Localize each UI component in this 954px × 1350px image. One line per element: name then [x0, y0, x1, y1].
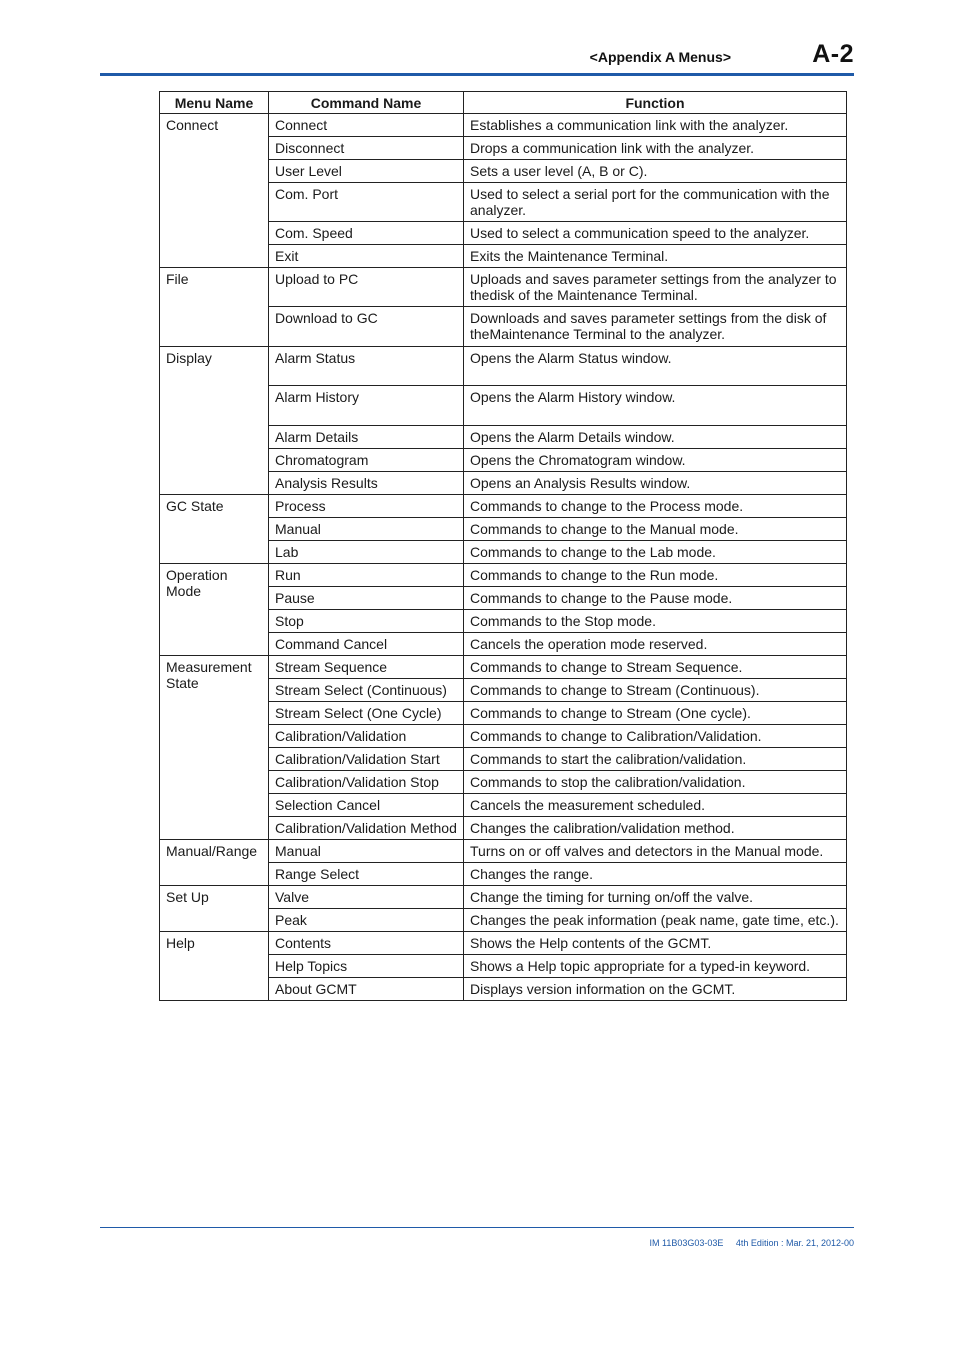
function-cell: Displays version information on the GCMT.: [464, 978, 847, 1001]
command-name-cell: Contents: [269, 932, 464, 955]
command-name-cell: Com. Port: [269, 183, 464, 222]
command-name-cell: Manual: [269, 518, 464, 541]
command-name-cell: Calibration/Validation Method: [269, 817, 464, 840]
command-name-cell: Help Topics: [269, 955, 464, 978]
command-name-cell: Upload to PC: [269, 268, 464, 307]
command-name-cell: Command Cancel: [269, 633, 464, 656]
page-number: A-2: [812, 40, 854, 68]
function-cell: Commands to change to the Run mode.: [464, 564, 847, 587]
function-cell: Commands to change to Stream (Continuous).: [464, 679, 847, 702]
function-cell: Changes the range.: [464, 863, 847, 886]
function-cell: Drops a communication link with the analyzer.: [464, 137, 847, 160]
menu-name-cell: Manual/Range: [160, 840, 269, 886]
menu-name-cell: Display: [160, 347, 269, 495]
function-cell: Cancels the operation mode reserved.: [464, 633, 847, 656]
function-cell: Shows a Help topic appropriate for a typed-in keyword.: [464, 955, 847, 978]
menu-name-cell: Measurement State: [160, 656, 269, 840]
function-cell: Used to select a serial port for the communication with the analyzer.: [464, 183, 847, 222]
table-row: [160, 268, 847, 307]
function-cell: Commands to change to the Manual mode.: [464, 518, 847, 541]
column-header-command-name: Command Name: [269, 92, 464, 114]
command-name-cell: Calibration/Validation Start: [269, 748, 464, 771]
footer: [650, 1238, 854, 1248]
menu-name-cell: Operation Mode: [160, 564, 269, 656]
function-cell: Change the timing for turning on/off the valve.: [464, 886, 847, 909]
function-cell: Cancels the measurement scheduled.: [464, 794, 847, 817]
table-row: [160, 656, 847, 679]
command-name-cell: Selection Cancel: [269, 794, 464, 817]
function-cell: Used to select a communication speed to the analyzer.: [464, 222, 847, 245]
command-name-cell: Stream Sequence: [269, 656, 464, 679]
table-header-row: [160, 92, 847, 114]
function-cell: Sets a user level (A, B or C).: [464, 160, 847, 183]
command-name-cell: Exit: [269, 245, 464, 268]
command-name-cell: About GCMT: [269, 978, 464, 1001]
function-cell: Exits the Maintenance Terminal.: [464, 245, 847, 268]
table-row: [160, 886, 847, 909]
function-cell: Downloads and saves parameter settings from the disk of theMaintenance Terminal to the analyzer.: [464, 307, 847, 347]
table-row: [160, 114, 847, 137]
menu-name-cell: File: [160, 268, 269, 347]
section-title: <Appendix A Menus>: [589, 49, 731, 65]
header-rule: [100, 73, 854, 76]
document-id: IM 11B03G03-03E: [649, 1238, 724, 1248]
command-name-cell: Process: [269, 495, 464, 518]
table-row: [160, 932, 847, 955]
function-cell: Uploads and saves parameter settings from the analyzer to thedisk of the Maintenance Terminal.: [464, 268, 847, 307]
function-cell: Changes the peak information (peak name, gate time, etc.).: [464, 909, 847, 932]
command-name-cell: Run: [269, 564, 464, 587]
menu-name-cell: Set Up: [160, 886, 269, 932]
column-header-function: Function: [464, 92, 847, 114]
footer-rule: [100, 1227, 854, 1228]
command-name-cell: Alarm History: [269, 386, 464, 426]
command-name-cell: Disconnect: [269, 137, 464, 160]
command-name-cell: User Level: [269, 160, 464, 183]
command-name-cell: Chromatogram: [269, 449, 464, 472]
function-cell: Commands to stop the calibration/validation.: [464, 771, 847, 794]
table-row: [160, 495, 847, 518]
page-header: [100, 40, 854, 76]
function-cell: Commands to change to Stream Sequence.: [464, 656, 847, 679]
command-name-cell: Calibration/Validation Stop: [269, 771, 464, 794]
menu-name-cell: Connect: [160, 114, 269, 268]
function-cell: Opens the Chromatogram window.: [464, 449, 847, 472]
function-cell: Opens the Alarm History window.: [464, 386, 847, 426]
function-cell: Commands to change to Calibration/Validation.: [464, 725, 847, 748]
command-name-cell: Stream Select (One Cycle): [269, 702, 464, 725]
table-row: [160, 564, 847, 587]
command-name-cell: Stop: [269, 610, 464, 633]
function-cell: Commands to change to Stream (One cycle).: [464, 702, 847, 725]
function-cell: Establishes a communication link with the analyzer.: [464, 114, 847, 137]
function-cell: Opens the Alarm Details window.: [464, 426, 847, 449]
table-body: [160, 114, 847, 1001]
function-cell: Opens the Alarm Status window.: [464, 347, 847, 386]
command-name-cell: Lab: [269, 541, 464, 564]
command-name-cell: Valve: [269, 886, 464, 909]
function-cell: Commands to change to the Process mode.: [464, 495, 847, 518]
command-name-cell: Alarm Status: [269, 347, 464, 386]
menu-name-cell: Help: [160, 932, 269, 1001]
command-name-cell: Manual: [269, 840, 464, 863]
command-name-cell: Connect: [269, 114, 464, 137]
command-name-cell: Stream Select (Continuous): [269, 679, 464, 702]
function-cell: Commands to change to the Lab mode.: [464, 541, 847, 564]
command-name-cell: Pause: [269, 587, 464, 610]
command-name-cell: Peak: [269, 909, 464, 932]
command-name-cell: Analysis Results: [269, 472, 464, 495]
command-name-cell: Calibration/Validation: [269, 725, 464, 748]
menu-command-table: [159, 91, 847, 1001]
column-header-menu-name: Menu Name: [160, 92, 269, 114]
menu-name-cell: GC State: [160, 495, 269, 564]
command-name-cell: Range Select: [269, 863, 464, 886]
function-cell: Shows the Help contents of the GCMT.: [464, 932, 847, 955]
function-cell: Commands to start the calibration/validation.: [464, 748, 847, 771]
edition-info: 4th Edition : Mar. 21, 2012-00: [735, 1238, 854, 1248]
function-cell: Opens an Analysis Results window.: [464, 472, 847, 495]
table-row: [160, 347, 847, 386]
function-cell: Commands to the Stop mode.: [464, 610, 847, 633]
function-cell: Turns on or off valves and detectors in the Manual mode.: [464, 840, 847, 863]
function-cell: Commands to change to the Pause mode.: [464, 587, 847, 610]
command-name-cell: Com. Speed: [269, 222, 464, 245]
function-cell: Changes the calibration/validation method.: [464, 817, 847, 840]
command-name-cell: Download to GC: [269, 307, 464, 347]
command-name-cell: Alarm Details: [269, 426, 464, 449]
table-row: [160, 840, 847, 863]
